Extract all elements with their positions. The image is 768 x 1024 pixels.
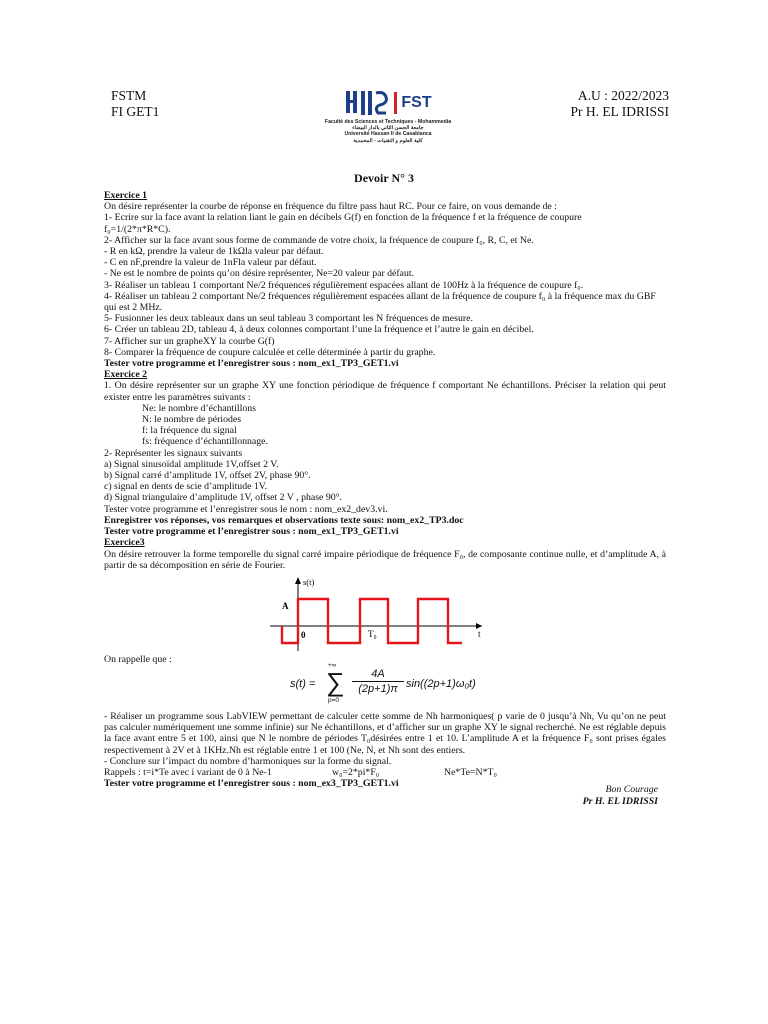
ex2-save-vi: Tester votre programme et l’enregistrer sous : nom_ex1_TP3_GET1.vi (104, 526, 399, 538)
formula-fraction (352, 668, 404, 695)
fraction-bar (352, 681, 404, 682)
academic-year: A.U : 2022/2023 (577, 88, 669, 103)
professor-name: Pr H. EL IDRISSI (570, 104, 669, 119)
closing-remark: Bon Courage (605, 784, 658, 795)
ex2-line: 2- Représenter les signaux suivants (104, 447, 243, 459)
ex1-save-instruction: Tester votre programme et l’enregistrer sous : nom_ex1_TP3_GET1.vi (104, 358, 399, 370)
logo-text: FST (401, 94, 432, 111)
ex3-paragraph: - Réaliser un programme sous LabVIEW permettant de calculer cette somme de Nh harmoniques( p varie de 0 jusqu’à Nh, Vu qu’on ne peut pas calculer numériquement une somme infinie) sur Ne échantillons, et d’afficher sur un graphe XY le signal recherché. Ne est réglable depuis la face avant entre 5 et 100, ainsi que N le nombre de périodes T₀désirées entre 1 et 10. L’amplitude A et la fréquence F₀ sont prises égales respectivement à 2V et à 1KHz.Nh est réglable entre 1 et 100 (Ne, N, et Nh sont des entiers. (104, 711, 666, 756)
ex2-intro: 1. On désire représenter sur un graphe XY une fonction périodique de fréquence f comportant Ne échantillons. Préciser la relation qui peut exister entre les paramètres suivants : (104, 380, 666, 403)
fraction-numerator: 4A (371, 668, 385, 680)
fourier-formula (290, 664, 490, 710)
header-left (111, 88, 159, 120)
ex1-line: 5- Fusionner les deux tableaux dans un seul tableau 3 comportant les N fréquences de mesure. (104, 313, 473, 325)
formula-lhs: s(t) = (290, 678, 316, 690)
ex1-line: 1- Ecrire sur la face avant la relation liant le gain en décibels G(f) en fonction de la fréquence f et la fréquence de coupure (104, 212, 582, 224)
exercise-2-heading: Exercice 2 (104, 369, 148, 381)
ex1-line: - R en kΩ, prendre la valeur de 1kΩla valeur par défaut. (104, 246, 324, 258)
ex1-line: 6- Créer un tableau 2D, tableau 4, à deux colonnes comportant l’une la fréquence et l’autre le gain en décibel. (104, 324, 534, 336)
ex1-line: - C en nF,prendre la valeur de 1nFla valeur par défaut. (104, 257, 317, 269)
ex2-param: fs: fréquence d’échantillonnage. (142, 436, 268, 448)
signal-axis-label: s(t) (303, 577, 315, 587)
ex3-rappels (104, 767, 666, 778)
ex2-param: f: la fréquence du signal (142, 425, 237, 437)
rappel-label: On rappelle que : (104, 654, 172, 665)
ex1-line: 2- Afficher sur la face avant sous forme de commande de votre choix, la fréquence de coupure f₀, R, C, et Ne. (104, 234, 534, 246)
ex2-line: a) Signal sinusoïdal amplitude 1V,offset 2 V. (104, 458, 279, 470)
school-name: FSTM (111, 88, 147, 103)
sum-symbol-icon: ∑ (326, 667, 345, 697)
ex3-intro: On désire retrouver la forme temporelle du signal carré impaire périodique de fréquence F₀, de composante continue nulle, et d’amplitude A, à partir de sa décomposition en série de Fourier. (104, 548, 666, 571)
university-emblem-icon (344, 89, 390, 117)
document-body (104, 190, 666, 571)
ex2-param: N: le nombre de périodes (142, 414, 242, 426)
logo-divider (394, 92, 397, 114)
ex3-save-instruction: Tester votre programme et l’enregistrer sous : nom_ex3_TP3_GET1.vi (104, 778, 399, 790)
exercise-3-heading: Exercice3 (104, 537, 145, 549)
ex1-line: 7- Afficher sur un grapheXY la courbe G(f) (104, 335, 275, 347)
sum-upper-bound: +∞ (328, 662, 337, 669)
ex1-line: On désire représenter la courbe de réponse en fréquence du filtre pass haut RC. Pour ce faire, on vous demande de : (104, 201, 557, 213)
period-label: T₀ (368, 629, 377, 639)
square-wave-diagram (270, 573, 500, 653)
ex2-line: d) Signal triangulaire d’amplitude 1V, offset 2 V , phase 90°. (104, 492, 343, 504)
ex2-line: c) signal en dents de scie d’amplitude 1V. (104, 481, 268, 493)
ex2-save-doc: Enregistrer vos réponses, vos remarques et observations texte sous: nom_ex2_TP3.doc (104, 514, 464, 526)
exercise-1-heading: Exercice 1 (104, 190, 148, 201)
ex2-param: Ne: le nombre d’échantillons (142, 402, 256, 414)
fst-logo (318, 87, 458, 144)
ex2-line: Tester votre programme et l’enregistrer sous le nom : nom_ex2_dev3.vi. (104, 503, 388, 515)
ex1-line: - Ne est le nombre de points qu’on désire représenter, Ne=20 valeur par défaut. (104, 268, 415, 280)
rappel-period: Ne*Te=N*T₀ (444, 767, 497, 779)
document-title: Devoir N° 3 (354, 171, 414, 185)
amplitude-axis-arrow-icon (295, 577, 301, 584)
ex1-line: 4- Réaliser un tableau 2 comportant Ne/2 fréquences régulièrement espacées allant de la fréquence de coupure f₀ à la fréquence max du GBF qui est 2 MHz. (104, 290, 656, 314)
ex1-line: 3- Réaliser un tableau 1 comportant Ne/2 fréquences régulièrement espacées allant de 100Hz à la fréquence de coupure f₀. (104, 279, 584, 291)
rappel-omega: w₀=2*pi*F₀ (332, 767, 380, 779)
ex2-line: b) Signal carré d’amplitude 1V, offset 2V, phase 90°. (104, 470, 311, 482)
amplitude-label: A (282, 601, 289, 611)
signature-name: Pr H. EL IDRISSI (582, 795, 658, 807)
fraction-denominator: (2p+1)π (358, 683, 398, 695)
formula-sine: sin((2p+1)ω₀t) (406, 678, 476, 690)
time-label: t (478, 629, 481, 639)
ex3-instructions (104, 711, 666, 789)
ex3-conclusion: - Conclure sur l’impact du nombre d’harmoniques sur la forme du signal. (104, 755, 392, 767)
ex1-line: f₀=1/(2*π*R*C). (104, 223, 171, 235)
class-name: FI GET1 (111, 104, 160, 119)
origin-label: 0 (301, 630, 306, 640)
logo-subtitle: Faculté des Sciences et Techniques - Mohammedia جامعة الحسن الثاني بالدار البيضاء Université Hassan II de Casablanca كلية العلوم و التقنيات - المحمدية (324, 119, 452, 144)
ex1-line: 8- Comparer la fréquence de coupure calculée et celle déterminée à partir du graphe. (104, 346, 436, 358)
sum-lower-bound: p=0 (328, 697, 340, 704)
signature (540, 784, 658, 807)
rappel-time: Rappels : t=i*Te avec i variant de 0 à Ne-1 (104, 767, 272, 779)
header-right (559, 88, 669, 120)
